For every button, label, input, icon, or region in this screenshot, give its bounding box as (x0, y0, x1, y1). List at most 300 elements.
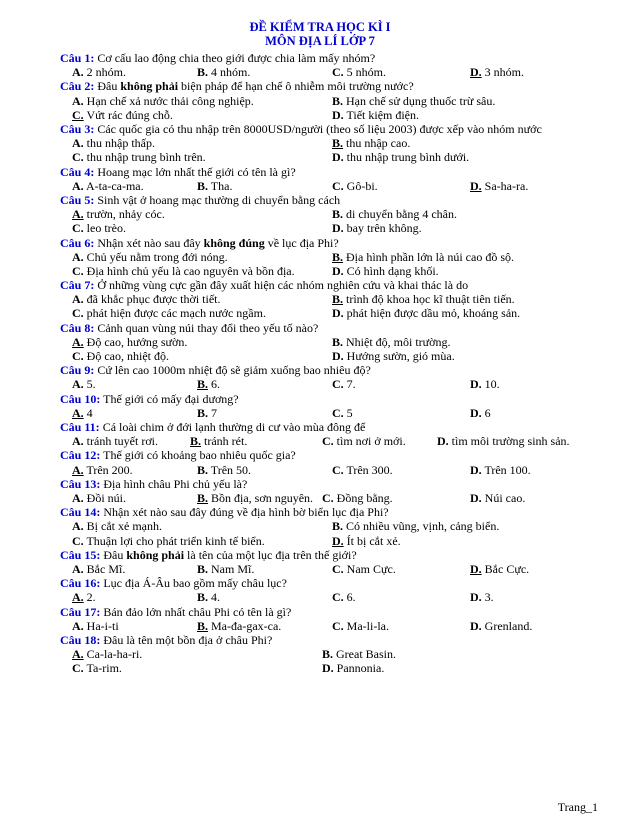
options-row (60, 519, 590, 533)
option-text: Đồi núi. (83, 491, 127, 506)
option-text: Ca-la-ha-ri. (83, 647, 143, 662)
answer-option-c[interactable] (72, 108, 173, 122)
answer-option-b[interactable] (197, 406, 217, 420)
answer-option-d[interactable] (332, 108, 419, 122)
option-text: di chuyển bằng 4 chân. (343, 207, 457, 222)
option-text: trình độ khoa học kĩ thuật tiên tiến. (343, 292, 515, 307)
option-text: 2 nhóm. (83, 65, 127, 80)
answer-option-b[interactable] (197, 590, 220, 604)
option-text: Ma-li-la. (343, 618, 389, 633)
answer-option-b[interactable] (332, 94, 495, 108)
answer-option-a[interactable] (72, 94, 254, 108)
option-text: 2. (83, 590, 96, 605)
option-text: Nhiệt độ, môi trường. (343, 334, 451, 349)
answer-option-c[interactable] (72, 150, 206, 164)
question-text: Đâu là tên một bồn địa ở châu Phi? (103, 632, 273, 647)
option-text: tránh rét. (201, 434, 248, 449)
option-key: D. (332, 349, 344, 364)
question-text: về lục địa Phi? (264, 235, 339, 250)
option-key: C. (72, 263, 84, 278)
question-text: biện pháp để hạn chế ô nhiễm môi trường nước? (178, 79, 414, 94)
answer-option-b[interactable] (332, 292, 515, 306)
options-row (60, 207, 590, 221)
option-key: D. (470, 462, 482, 477)
option-text: Sa-ha-ra. (481, 178, 529, 193)
option-text: 5. (83, 377, 96, 392)
option-key: D. (470, 405, 482, 420)
answer-option-c[interactable] (332, 562, 396, 576)
answer-option-d[interactable] (470, 377, 500, 391)
question-text: Thế giới có khoảng bao nhiêu quốc gia? (103, 448, 296, 463)
answer-option-c[interactable] (332, 65, 386, 79)
option-key: B. (197, 178, 209, 193)
options-row (60, 619, 590, 633)
answer-option-d[interactable] (332, 264, 439, 278)
question-text: Đâu (97, 79, 121, 94)
option-text: Địa hình phần lớn là núi cao đồ sộ. (343, 249, 514, 264)
question-number: Câu 7: (60, 278, 95, 293)
option-text: Có nhiều vũng, vịnh, cảng biển. (343, 519, 500, 534)
answer-option-a[interactable] (72, 377, 96, 391)
option-key: A. (72, 434, 84, 449)
option-text: Bị cắt xẻ mạnh. (83, 519, 162, 534)
option-key: A. (72, 519, 84, 534)
answer-option-a[interactable] (72, 590, 96, 604)
option-text: Hạn chế sử dụng thuốc trừ sâu. (343, 93, 496, 108)
option-key: A. (72, 647, 84, 662)
answer-option-c[interactable] (322, 491, 393, 505)
question-3 (60, 122, 590, 165)
option-text: Ma-đa-gax-ca. (208, 618, 282, 633)
question-number: Câu 1: (60, 51, 95, 65)
question-16 (60, 576, 590, 604)
option-key: A. (72, 65, 84, 80)
option-key: B. (332, 292, 344, 307)
answer-option-d[interactable] (437, 434, 570, 448)
answer-option-c[interactable] (322, 434, 406, 448)
question-number: Câu 14: (60, 505, 101, 520)
answer-option-a[interactable] (72, 136, 155, 150)
answer-option-d[interactable] (322, 661, 384, 675)
option-text: Ta-rim. (83, 661, 122, 676)
option-key: C. (72, 661, 84, 676)
answer-option-b[interactable] (197, 179, 232, 193)
option-text: Hướng sườn, gió mùa. (343, 349, 455, 364)
option-text: thu nhập cao. (343, 136, 411, 151)
option-key: C. (322, 491, 334, 506)
question-11 (60, 420, 590, 448)
answer-option-a[interactable] (72, 179, 144, 193)
option-key: A. (72, 377, 84, 392)
answer-option-b[interactable] (322, 647, 396, 661)
answer-option-c[interactable] (332, 619, 389, 633)
options-row (60, 250, 590, 264)
option-key: C. (72, 306, 84, 321)
answer-option-c[interactable] (72, 534, 265, 548)
option-key: C. (322, 434, 334, 449)
option-text: Chủ yếu nằm trong đới nóng. (83, 249, 228, 264)
options-row (60, 94, 590, 108)
question-18 (60, 633, 590, 676)
option-key: A. (72, 491, 84, 506)
option-key: B. (322, 647, 334, 662)
question-number: Câu 5: (60, 192, 95, 207)
option-text: 5 nhóm. (343, 65, 387, 80)
option-text: Núi cao. (481, 491, 526, 506)
option-text: 10. (481, 377, 500, 392)
option-key: D. (470, 561, 482, 576)
question-number: Câu 13: (60, 476, 101, 491)
option-key: D. (332, 150, 344, 165)
option-text: Địa hình chủ yếu là cao nguyên và bồn địa. (83, 263, 295, 278)
answer-option-b[interactable] (197, 619, 281, 633)
emphasis-text: không đúng (203, 235, 265, 250)
option-text: Tiết kiệm điện. (343, 107, 420, 122)
option-text: 3. (481, 590, 494, 605)
question-text: Cứ lên cao 1000m nhiệt độ sẽ giảm xuống bao nhiêu độ? (97, 363, 371, 378)
answer-option-a[interactable] (72, 647, 142, 661)
option-key: C. (72, 221, 84, 236)
question-text: Đâu (103, 547, 127, 562)
option-key: D. (470, 65, 482, 80)
option-key: A. (72, 334, 84, 349)
options-row (60, 661, 590, 675)
answer-option-a[interactable] (72, 292, 221, 306)
option-text: Trên 50. (208, 462, 252, 477)
option-key: D. (470, 377, 482, 392)
option-key: D. (332, 533, 344, 548)
option-key: B. (197, 561, 209, 576)
answer-option-d[interactable] (470, 590, 494, 604)
option-key: A. (72, 136, 84, 151)
option-key: B. (332, 93, 344, 108)
question-text: Hoang mạc lớn nhất thế giới có tên là gì? (97, 164, 296, 179)
answer-option-d[interactable] (332, 150, 469, 164)
option-text: leo trèo. (83, 221, 126, 236)
option-text: thu nhập thấp. (83, 136, 155, 151)
answer-option-c[interactable] (332, 377, 356, 391)
options-row (60, 292, 590, 306)
question-5 (60, 193, 590, 236)
question-number: Câu 4: (60, 164, 95, 179)
question-number: Câu 15: (60, 547, 101, 562)
option-key: B. (197, 618, 209, 633)
option-key: C. (332, 561, 344, 576)
question-number: Câu 10: (60, 391, 101, 406)
option-key: A. (72, 292, 84, 307)
option-key: B. (197, 377, 209, 392)
option-text: Đồng bằng. (333, 491, 393, 506)
option-text: Great Basin. (333, 647, 396, 662)
options-row (60, 136, 590, 150)
answer-option-a[interactable] (72, 406, 93, 420)
question-stem (60, 605, 590, 619)
question-number: Câu 18: (60, 632, 101, 647)
question-9 (60, 363, 590, 391)
option-key: D. (332, 107, 344, 122)
question-stem (60, 79, 590, 93)
option-text: Độ cao, hướng sườn. (83, 334, 188, 349)
answer-option-c[interactable] (332, 406, 353, 420)
question-stem (60, 548, 590, 562)
option-text: 4 nhóm. (208, 65, 251, 80)
option-key: D. (470, 178, 482, 193)
option-key: B. (332, 136, 344, 151)
option-text: Gô-bi. (343, 178, 378, 193)
answer-option-d[interactable] (332, 534, 401, 548)
answer-option-d[interactable] (332, 349, 455, 363)
option-text: Trên 100. (481, 462, 531, 477)
option-text: 6 (481, 405, 491, 420)
question-13 (60, 477, 590, 505)
answer-option-b[interactable] (332, 519, 499, 533)
answer-option-b[interactable] (332, 207, 457, 221)
answer-option-c[interactable] (72, 661, 122, 675)
option-key: B. (332, 207, 344, 222)
answer-option-c[interactable] (72, 264, 295, 278)
question-15 (60, 548, 590, 576)
option-key: C. (72, 349, 84, 364)
options-row (60, 491, 590, 505)
option-key: B. (197, 65, 209, 80)
option-text: Nam Cực. (343, 561, 396, 576)
options-row (60, 108, 590, 122)
answer-option-a[interactable] (72, 619, 119, 633)
question-stem (60, 576, 590, 590)
option-key: D. (332, 306, 344, 321)
answer-option-d[interactable] (470, 562, 529, 576)
answer-option-a[interactable] (72, 250, 228, 264)
exam-title: ĐỀ KIỂM TRA HỌC KÌ I (249, 20, 391, 34)
options-row (60, 335, 590, 349)
option-key: C. (72, 533, 84, 548)
option-text: Bắc Mĩ. (83, 561, 126, 576)
option-text: Grenland. (481, 618, 533, 633)
question-text: Bán đảo lớn nhất châu Phi có tên là gì? (103, 604, 292, 619)
page-number: Trang_1 (557, 800, 598, 814)
question-text: Nhận xét nào sau đây đúng về địa hình bờ biển lục địa Phi? (103, 505, 389, 520)
option-key: B. (197, 405, 209, 420)
answer-option-c[interactable] (332, 590, 356, 604)
question-14 (60, 505, 590, 548)
option-key: D. (332, 221, 344, 236)
option-text: 4. (208, 590, 221, 605)
question-number: Câu 17: (60, 604, 101, 619)
question-2 (60, 79, 590, 122)
option-key: A. (72, 561, 84, 576)
answer-option-b[interactable] (332, 250, 514, 264)
answer-option-d[interactable] (470, 463, 531, 477)
answer-option-a[interactable] (72, 562, 125, 576)
options-row (60, 221, 590, 235)
options-row (60, 150, 590, 164)
option-key: C. (332, 178, 344, 193)
question-6 (60, 236, 590, 279)
emphasis-text: không phải (126, 547, 185, 562)
option-text: Có hình dạng khối. (343, 263, 439, 278)
answer-option-d[interactable] (470, 65, 524, 79)
option-key: C. (332, 618, 344, 633)
question-text: Cảnh quan vùng núi thay đổi theo yếu tố nào? (97, 320, 319, 335)
option-text: tìm môi trường sinh sản. (448, 434, 570, 449)
option-key: A. (72, 93, 84, 108)
option-text: 3 nhóm. (481, 65, 525, 80)
option-text: Bồn địa, sơn nguyên. (208, 491, 314, 506)
option-text: Độ cao, nhiệt độ. (83, 349, 169, 364)
option-key: C. (332, 65, 344, 80)
options-row (60, 306, 590, 320)
option-key: B. (197, 590, 209, 605)
option-text: tìm nơi ở mới. (333, 434, 406, 449)
answer-option-b[interactable] (197, 65, 250, 79)
question-number: Câu 6: (60, 235, 95, 250)
option-text: A-ta-ca-ma. (83, 178, 144, 193)
question-number: Câu 2: (60, 79, 95, 94)
question-number: Câu 16: (60, 576, 101, 591)
option-key: B. (197, 462, 209, 477)
options-row (60, 534, 590, 548)
answer-option-c[interactable] (72, 349, 169, 363)
option-key: B. (332, 519, 344, 534)
question-text: Các quốc gia có thu nhập trên 8000USD/người (theo số liệu 2003) được xếp vào nhóm nước (97, 121, 542, 136)
question-text: Thế giới có mấy đại dương? (103, 391, 239, 406)
answer-option-a[interactable] (72, 463, 133, 477)
question-text: Ở những vùng cực gần đây xuất hiện các nhóm nghiên cứu và khai thác là do (97, 278, 469, 293)
answer-option-c[interactable] (72, 306, 266, 320)
answer-option-a[interactable] (72, 65, 126, 79)
question-8 (60, 321, 590, 364)
option-text: Vứt rác đúng chỗ. (83, 107, 173, 122)
answer-option-a[interactable] (72, 335, 187, 349)
answer-option-b[interactable] (332, 335, 451, 349)
question-17 (60, 605, 590, 633)
question-text: Cá loài chim ở đới lạnh thường di cư vào mùa đông để (102, 420, 366, 435)
question-7 (60, 278, 590, 321)
option-key: A. (72, 249, 84, 264)
option-key: D. (470, 618, 482, 633)
option-text: phát hiện được các mạch nước ngầm. (83, 306, 266, 321)
question-12 (60, 448, 590, 476)
question-number: Câu 8: (60, 320, 95, 335)
answer-option-b[interactable] (190, 434, 247, 448)
options-row (60, 179, 590, 193)
question-stem (60, 193, 590, 207)
option-text: Ha-i-ti (83, 618, 119, 633)
answer-option-a[interactable] (72, 491, 126, 505)
answer-option-c[interactable] (332, 463, 393, 477)
answer-option-b[interactable] (197, 491, 313, 505)
options-row (60, 562, 590, 576)
option-text: phát hiện được dầu mỏ, khoáng sản. (343, 306, 521, 321)
option-key: B. (332, 249, 344, 264)
options-row (60, 65, 590, 79)
question-number: Câu 11: (60, 420, 100, 435)
option-key: B. (190, 434, 202, 449)
emphasis-text: không phải (120, 79, 179, 94)
option-text: đã khắc phục được thời tiết. (83, 292, 221, 307)
answer-option-d[interactable] (470, 179, 528, 193)
option-text: 6. (208, 377, 221, 392)
answer-option-a[interactable] (72, 519, 162, 533)
option-text: Pannonia. (333, 661, 385, 676)
option-text: Bắc Cực. (481, 561, 530, 576)
question-text: Lục địa Á-Âu bao gồm mấy châu lục? (103, 576, 287, 591)
options-row (60, 264, 590, 278)
question-stem (60, 633, 590, 647)
options-row (60, 590, 590, 604)
question-text: Sinh vật ở hoang mạc thường di chuyển bằng cách (97, 192, 341, 207)
options-row (60, 647, 590, 661)
answer-option-d[interactable] (470, 406, 491, 420)
question-text: là tên của một lục địa trên thế giới? (184, 547, 357, 562)
answer-option-d[interactable] (332, 306, 520, 320)
answer-option-b[interactable] (197, 377, 220, 391)
option-key: D. (470, 491, 482, 506)
question-stem (60, 477, 590, 491)
question-10 (60, 392, 590, 420)
option-text: 7. (343, 377, 356, 392)
question-4 (60, 165, 590, 193)
option-key: D. (470, 590, 482, 605)
question-stem (60, 363, 590, 377)
option-text: Nam Mĩ. (208, 561, 255, 576)
option-text: 5 (343, 405, 353, 420)
question-text: Địa hình châu Phi chủ yếu là? (103, 476, 248, 491)
option-text: Hạn chế xả nước thải công nghiệp. (83, 93, 254, 108)
options-row (60, 434, 590, 448)
option-key: A. (72, 178, 84, 193)
question-number: Câu 9: (60, 363, 95, 378)
option-key: D. (437, 434, 449, 449)
option-key: A. (72, 207, 84, 222)
option-text: thu nhập trung bình trên. (83, 150, 206, 165)
question-stem (60, 122, 590, 136)
question-stem (60, 51, 590, 65)
options-row (60, 406, 590, 420)
question-list (60, 51, 590, 676)
question-stem (60, 392, 590, 406)
answer-option-b[interactable] (332, 136, 410, 150)
answer-option-c[interactable] (332, 179, 378, 193)
option-text: tránh tuyết rơi. (83, 434, 158, 449)
exam-subtitle: MÔN ĐỊA LÍ LỚP 7 (265, 34, 375, 48)
option-text: Trên 300. (343, 462, 393, 477)
option-key: C. (332, 405, 344, 420)
answer-option-b[interactable] (197, 562, 254, 576)
options-row (60, 349, 590, 363)
answer-option-a[interactable] (72, 434, 158, 448)
answer-option-c[interactable] (72, 221, 126, 235)
question-stem (60, 236, 590, 250)
option-key: B. (332, 334, 344, 349)
answer-option-d[interactable] (332, 221, 422, 235)
option-key: D. (322, 661, 334, 676)
answer-option-d[interactable] (470, 619, 532, 633)
answer-option-b[interactable] (197, 463, 251, 477)
question-stem (60, 505, 590, 519)
answer-option-d[interactable] (470, 491, 525, 505)
question-stem (60, 420, 590, 434)
question-number: Câu 12: (60, 448, 101, 463)
option-text: Tha. (208, 178, 233, 193)
answer-option-a[interactable] (72, 207, 165, 221)
option-text: Thuận lợi cho phát triển kinh tế biển. (83, 533, 265, 548)
option-key: C. (332, 377, 344, 392)
options-row (60, 377, 590, 391)
option-text: Trên 200. (83, 462, 133, 477)
question-stem (60, 321, 590, 335)
question-number: Câu 3: (60, 121, 95, 136)
